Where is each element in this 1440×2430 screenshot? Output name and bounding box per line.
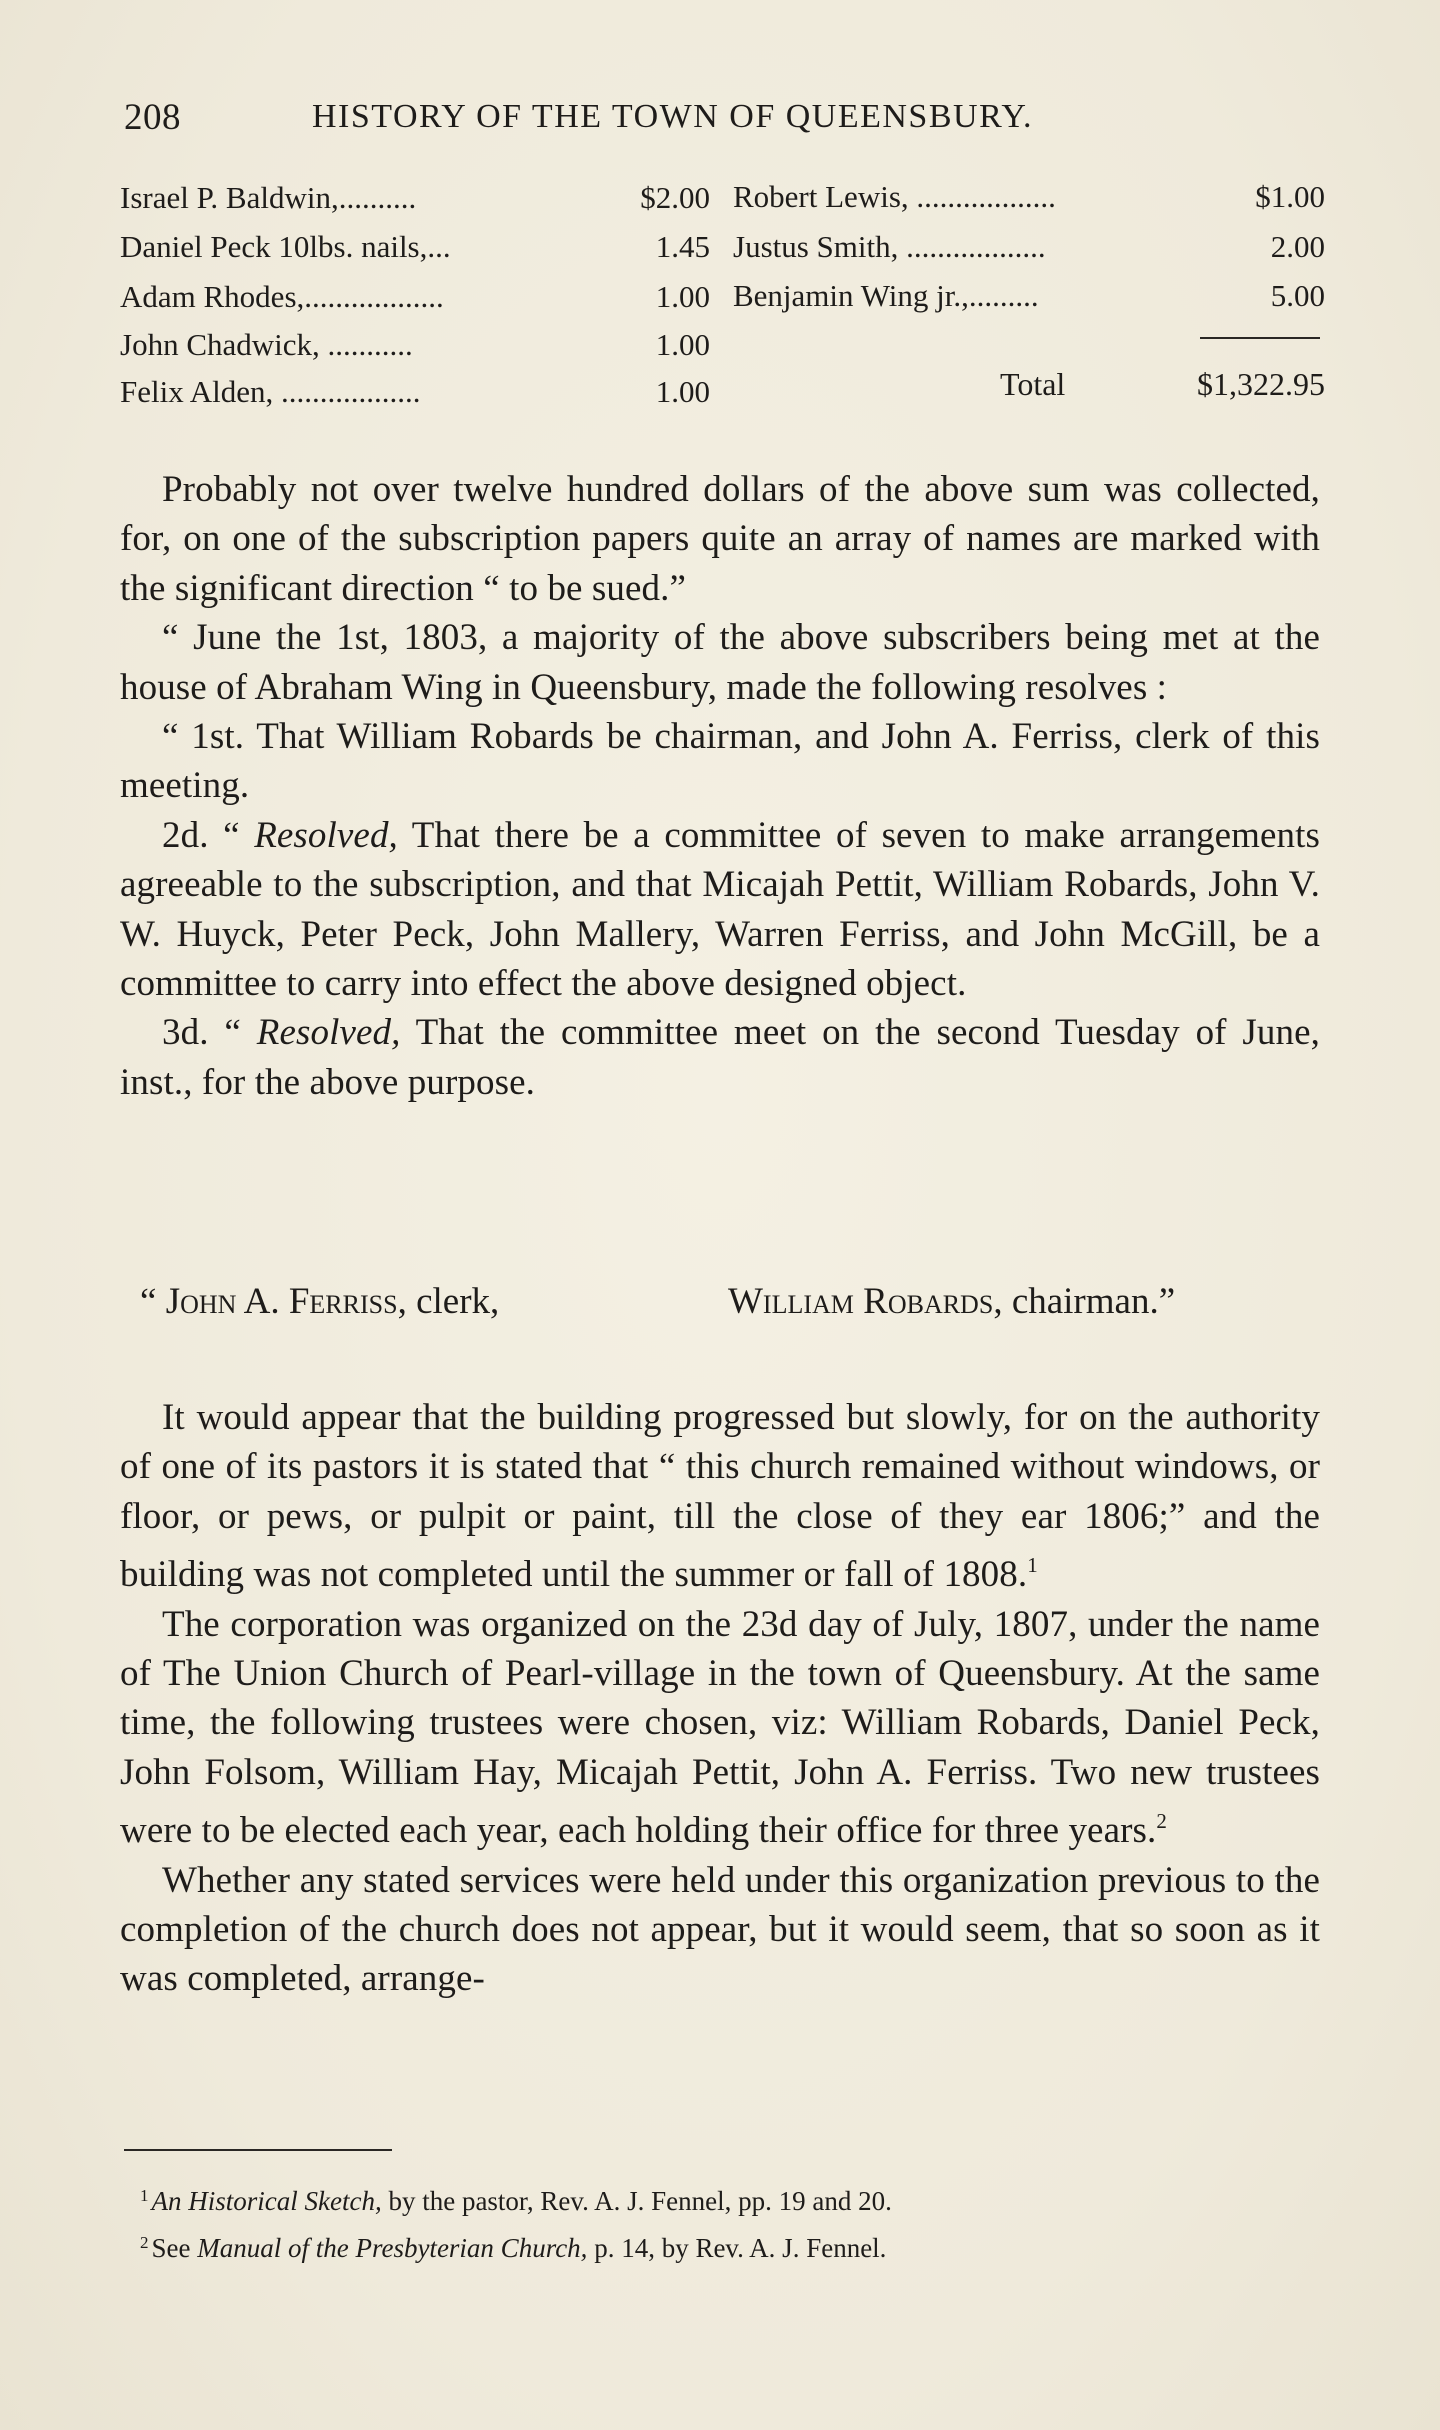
paragraph-text: It would appear that the building progressed but slowly, for on the authority of one of its pastors it is stated that “ this church remained without windows, or floor, or pews, or pulpit or paint, till the close of they ear 1806;” and the building was not completed until the summer or fall of 1808. <box>120 1397 1320 1596</box>
total-rule <box>1200 337 1320 339</box>
subscriber-name: Daniel Peck 10lbs. nails,... <box>120 229 451 264</box>
footnotes <box>140 2175 1290 2269</box>
footnote-text: p. 14, by Rev. A. J. Fennel. <box>587 2233 887 2263</box>
footnote-rule <box>124 2149 392 2151</box>
subscriber-name: Justus Smith, .................. <box>733 229 1046 264</box>
footnote-lead: See <box>151 2233 198 2263</box>
footnote-ref[interactable]: 1 <box>1027 1553 1038 1578</box>
list-item <box>120 325 710 365</box>
chairman-role: , chairman.” <box>993 1281 1176 1322</box>
body-text-lower <box>120 1393 1320 2004</box>
subscriber-name: Benjamin Wing jr.,......... <box>733 278 1039 313</box>
total-value: $1,322.95 <box>1197 366 1325 402</box>
paragraph-italic: Resolved, <box>256 1012 401 1054</box>
subscriber-name: Adam Rhodes,.................. <box>120 279 444 314</box>
paragraph <box>120 1008 1320 1107</box>
chairman-name: William Robards <box>728 1281 994 1322</box>
paragraph: “ 1st. That William Robards be chairman, and John A. Ferriss, clerk of this meeting. <box>120 716 1320 807</box>
footnote-text: by the pastor, Rev. A. J. Fennel, pp. 19 and 20. <box>381 2186 892 2216</box>
subscriber-amount: 2.00 <box>1270 229 1325 264</box>
subscriber-amount: 1.00 <box>655 374 710 409</box>
subscriber-amount: 1.45 <box>655 229 710 264</box>
footnote <box>140 2222 1290 2269</box>
clerk-name: John A. Ferriss <box>165 1281 398 1322</box>
list-item <box>733 227 1325 267</box>
paragraph-text: The corporation was organized on the 23d day of July, 1807, under the name of The Union Church of Pearl-village in the town of Queensbury. At the same time, the following trustees were chosen, viz: William Robards, Daniel Peck, John Folsom, William Hay, Micajah Pettit, John A. Ferriss. Two new trustees were to be elected each year, each holding their office for three years. <box>120 1603 1320 1852</box>
paragraph <box>120 1600 1320 1856</box>
footnote-mark: 2 <box>140 2233 149 2252</box>
total-label: Total <box>1000 366 1066 402</box>
footnote-mark: 1 <box>140 2186 149 2205</box>
paragraph <box>120 811 1320 1009</box>
paragraph-lead: 2d. “ <box>162 814 255 856</box>
paragraph: Probably not over twelve hundred dollars of the above sum was collected, for, on one of the subscription papers quite an array of names are marked with the significant direction “ to be sued.” <box>120 469 1320 609</box>
chairman-signature <box>728 1280 1175 1323</box>
subscriber-amount: 5.00 <box>1270 278 1325 313</box>
paragraph-rest: That there be a committee of seven to make arrangements agreeable to the subscription, and that Micajah Pettit, William Robards, John V. W. Huyck, Peter Peck, John Mallery, Warren Ferriss, and John McGill, be a committee to carry into effect the above designed object. <box>120 814 1320 1005</box>
footnote-title: Manual of the Presbyterian Church, <box>197 2233 588 2263</box>
list-item <box>733 276 1325 316</box>
footnote-ref[interactable]: 2 <box>1156 1809 1167 1834</box>
paragraph-lead: 3d. “ <box>162 1012 257 1054</box>
paragraph-italic: Resolved, <box>254 814 398 856</box>
paragraph-rest: That the committee meet on the second Tuesday of June, inst., for the above purpose. <box>120 1012 1320 1103</box>
open-quote: “ <box>140 1281 166 1322</box>
signature-line <box>124 1280 1324 1330</box>
subscriber-amount: 1.00 <box>655 279 710 314</box>
list-item <box>733 177 1325 217</box>
page-number: 208 <box>124 97 181 138</box>
list-item <box>120 227 710 267</box>
subscriber-name: Israel P. Baldwin,.......... <box>120 180 417 215</box>
list-item <box>120 277 710 317</box>
subscriber-amount: $2.00 <box>640 180 710 215</box>
body-text-upper <box>120 465 1320 1107</box>
subscriber-name: Robert Lewis, .................. <box>733 179 1056 214</box>
list-item <box>120 372 710 412</box>
subscriber-name: Felix Alden, .................. <box>120 374 421 409</box>
paragraph <box>120 1393 1320 1600</box>
page-header <box>124 96 1334 146</box>
subscriber-amount: 1.00 <box>655 327 710 362</box>
footnote-title: An Historical Sketch, <box>151 2186 382 2216</box>
subscriber-name: John Chadwick, ........... <box>120 327 413 362</box>
clerk-role: , clerk, <box>397 1281 500 1322</box>
clerk-signature <box>140 1280 499 1323</box>
paragraph: Whether any stated services were held under this organization previous to the completion of the church does not appear, but it would seem, that so soon as it was completed, arrange- <box>120 1859 1320 2000</box>
running-title: HISTORY OF THE TOWN OF QUEENSBURY. <box>312 98 1034 135</box>
paragraph: “ June the 1st, 1803, a majority of the above subscribers being met at the house of Abraham Wing in Queensbury, made the following resolves : <box>120 617 1320 708</box>
footnote <box>140 2175 1290 2222</box>
list-item <box>120 178 710 218</box>
subscriber-amount: $1.00 <box>1255 179 1325 214</box>
